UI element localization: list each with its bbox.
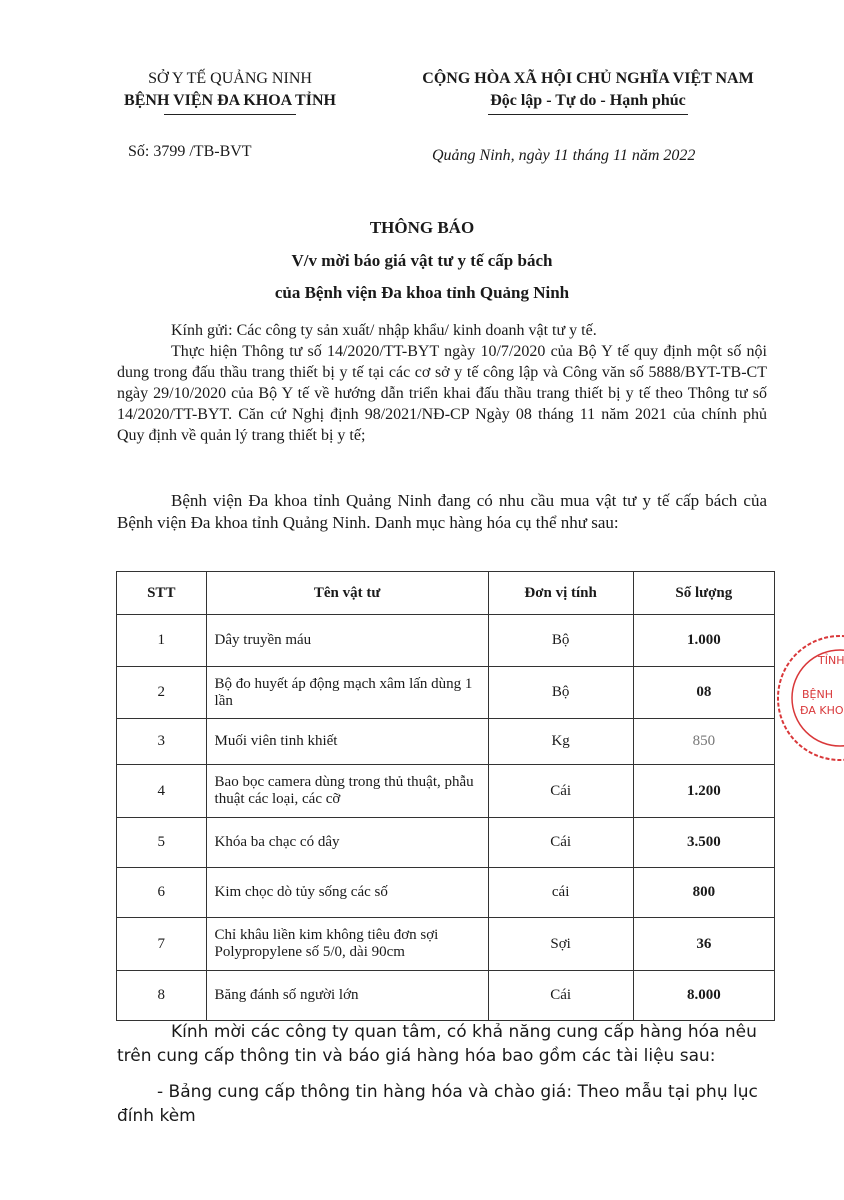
stamp-text-top: TỈNH (818, 654, 844, 667)
row-qty: 1.200 (633, 765, 774, 818)
closing-bullet: - Bảng cung cấp thông tin hàng hóa và chào giá: Theo mẫu tại phụ lục đính kèm (117, 1082, 758, 1126)
hospital-stamp (768, 628, 844, 768)
national-motto: Độc lập - Tự do - Hạnh phúc (490, 92, 686, 109)
row-qty: 1.000 (633, 615, 774, 667)
stamp-text-mid2: ĐA KHO (800, 704, 844, 717)
greeting: Kính gửi: Các công ty sản xuất/ nhập khẩu/ kinh doanh vật tư y tế. (171, 322, 597, 339)
body-text (117, 320, 767, 446)
row-name: Chỉ khâu liền kim không tiêu đơn sợi Polypropylene số 5/0, dài 90cm (206, 918, 488, 971)
row-stt: 1 (117, 615, 207, 667)
row-unit: Cái (488, 971, 633, 1021)
document-number: Số: 3799 /TB-BVT (128, 143, 252, 160)
row-qty: 08 (633, 667, 774, 719)
row-unit: cái (488, 868, 633, 918)
row-name: Dây truyền máu (206, 615, 488, 667)
table-row (117, 765, 775, 818)
header-name: Tên vật tư (206, 572, 488, 615)
table-row (117, 868, 775, 918)
motto-underline (488, 114, 688, 115)
closing-paragraph: Kính mời các công ty quan tâm, có khả năng cung cấp hàng hóa nêu trên cung cấp thông tin và báo giá hàng hóa bao gồm các tài liệu sau: (117, 1022, 757, 1066)
issuer-department: SỞ Y TẾ QUẢNG NINH (148, 70, 312, 87)
row-name: Kim chọc dò tủy sống các số (206, 868, 488, 918)
table-row (117, 818, 775, 868)
row-unit: Sợi (488, 918, 633, 971)
items-table (116, 571, 775, 1021)
table-row (117, 918, 775, 971)
table-row (117, 615, 775, 667)
header-unit: Đơn vị tính (488, 572, 633, 615)
issuer-hospital: BỆNH VIỆN ĐA KHOA TỈNH (124, 92, 336, 109)
paragraph-legal-basis: Thực hiện Thông tư số 14/2020/TT-BYT ngày 10/7/2020 của Bộ Y tế quy định một số nội dung trong đấu thầu trang thiết bị y tế tại các cơ sở y tế công lập và Công văn số 5888/BYT-TB-CT ngày 29/10/2020 của Bộ Y tế về hướng dẫn triển khai đấu thầu trang thiết bị y tế theo Thông tư số 14/2020/TT-BYT. Căn cứ Nghị định 98/2021/NĐ-CP Ngày 08 tháng 11 năm 2021 của chính phủ Quy định về quản lý trang thiết bị y tế; (117, 343, 767, 444)
row-unit: Bộ (488, 667, 633, 719)
row-stt: 3 (117, 719, 207, 765)
document-title: THÔNG BÁO (369, 218, 475, 237)
row-unit: Bộ (488, 615, 633, 667)
row-qty: 3.500 (633, 818, 774, 868)
row-unit: Cái (488, 818, 633, 868)
document-subject: V/v mời báo giá vật tư y tế cấp bách (291, 251, 553, 270)
row-stt: 2 (117, 667, 207, 719)
row-name: Muối viên tinh khiết (206, 719, 488, 765)
national-motto-block (388, 68, 788, 115)
row-qty: 850 (633, 719, 774, 765)
row-unit: Cái (488, 765, 633, 818)
document-subject-line2: của Bệnh viện Đa khoa tỉnh Quảng Ninh (274, 283, 570, 302)
row-name: Băng đánh số người lớn (206, 971, 488, 1021)
row-name: Bộ đo huyết áp động mạch xâm lấn dùng 1 lần (206, 667, 488, 719)
row-stt: 6 (117, 868, 207, 918)
stamp-text-mid1: BỆNH (802, 688, 833, 701)
row-qty: 36 (633, 918, 774, 971)
row-unit: Kg (488, 719, 633, 765)
row-stt: 8 (117, 971, 207, 1021)
issuer-underline (164, 114, 296, 115)
row-qty: 8.000 (633, 971, 774, 1021)
issuer-block (100, 68, 360, 115)
row-stt: 4 (117, 765, 207, 818)
row-name: Bao bọc camera dùng trong thủ thuật, phẫu thuật các loại, các cỡ (206, 765, 488, 818)
row-name: Khóa ba chạc có dây (206, 818, 488, 868)
body-text-2 (117, 490, 767, 534)
row-stt: 5 (117, 818, 207, 868)
stamp-seal-icon (768, 628, 844, 768)
document-date: Quảng Ninh, ngày 11 tháng 11 năm 2022 (432, 147, 696, 164)
row-stt: 7 (117, 918, 207, 971)
table-row (117, 971, 775, 1021)
row-qty: 800 (633, 868, 774, 918)
closing-text (117, 1020, 767, 1140)
country-name: CỘNG HÒA XÃ HỘI CHỦ NGHĨA VIỆT NAM (422, 70, 754, 87)
table-row (117, 719, 775, 765)
paragraph-need: Bệnh viện Đa khoa tỉnh Quảng Ninh đang có nhu cầu mua vật tư y tế cấp bách của Bệnh viện Đa khoa tỉnh Quảng Ninh. Danh mục hàng hóa cụ thể như sau: (117, 491, 767, 532)
header-stt: STT (117, 572, 207, 615)
table-header-row (117, 572, 775, 615)
table-row (117, 667, 775, 719)
header-qty: Số lượng (633, 572, 774, 615)
